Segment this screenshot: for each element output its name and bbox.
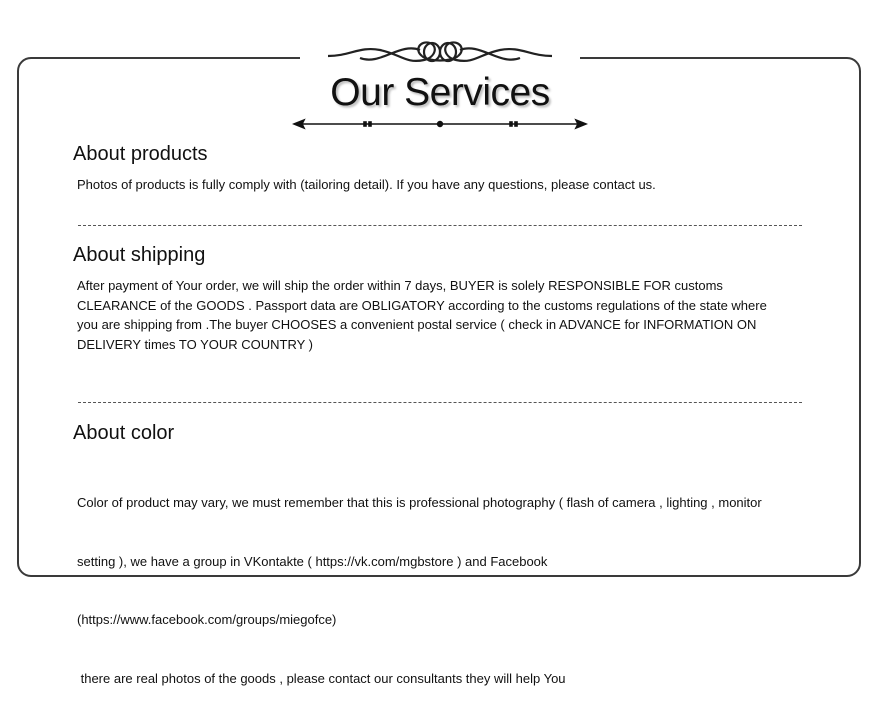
body-line: CLEARANCE of the GOODS . Passport data are OBLIGATORY according to the customs regulations of the state where (77, 297, 767, 313)
section-heading-color: About color (73, 422, 175, 444)
section-heading-shipping: About shipping (73, 244, 206, 266)
body-line: setting ), we have a group in VKontakte ( https://vk.com/mgbstore ) and Facebook (77, 553, 548, 569)
dashed-divider (78, 225, 802, 226)
body-line: you are shipping from .The buyer CHOOSES a convenient postal service ( check in ADVANCE for INFORMATION ON (77, 317, 757, 332)
arrow-divider-icon (292, 116, 588, 132)
flourish-ornament-icon (320, 36, 560, 70)
section-body-shipping (77, 276, 807, 354)
body-line: Color of product may vary, we must remember that this is professional photography ( flash of camera , lighting , monitor (77, 495, 762, 510)
section-body-products: Photos of products is fully comply with (tailoring detail). If you have any questions, please contact us. (77, 177, 656, 192)
page-title: Our Services (330, 71, 550, 114)
section-heading-products: About products (73, 143, 208, 165)
section-body-color (77, 454, 807, 708)
body-line: DELIVERY times TO YOUR COUNTRY ) (77, 336, 313, 352)
body-line: (https://www.facebook.com/groups/miegofce) (77, 612, 337, 627)
dashed-divider (78, 402, 802, 403)
body-line: After payment of Your order, we will ship the order within 7 days, BUYER is solely RESPONSIBLE FOR customs (77, 278, 723, 293)
body-line: there are real photos of the goods , please contact our consultants they will help You (77, 670, 566, 686)
